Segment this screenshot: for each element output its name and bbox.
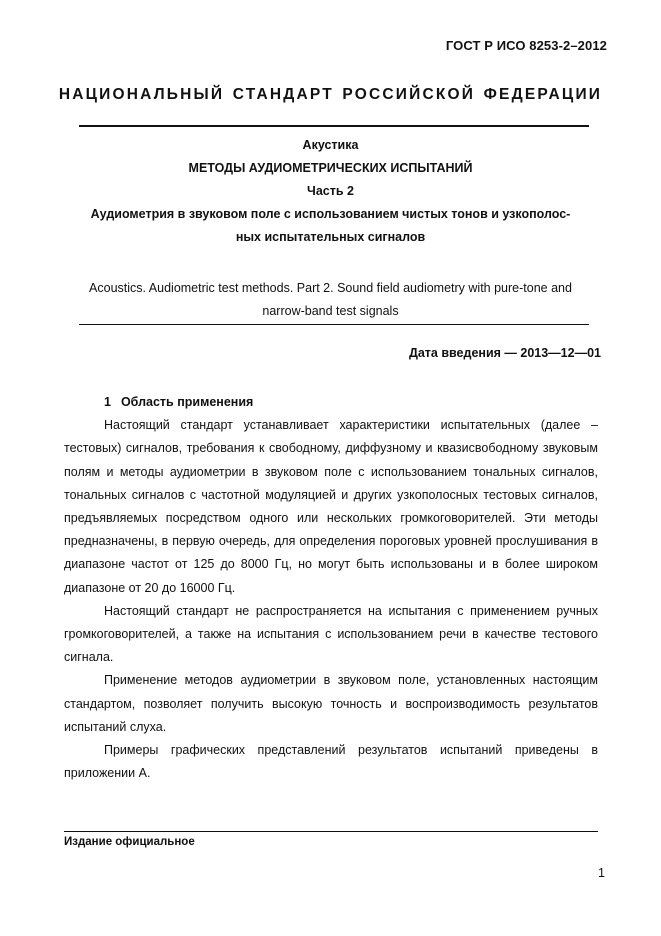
title-subtitle-line-1: Аудиометрия в звуковом поле с использованием чистых тонов и узкополос- [90, 207, 571, 221]
section-heading [64, 391, 598, 414]
header-divider [79, 125, 589, 127]
paragraph-1: Настоящий стандарт устанавливает характеристики испытательных (далее – тестовых) сигналов, требования к свободному, диффузному и квазисвободному звуковым полям и методы аудиометрии в звуковом поле с использованием тональных сигналов, тональных сигналов с частотной модуляцией и других узкополосных тестовых сигналов, предъявляемых посредством одного или нескольких громкоговорителей. Эти методы предназначены, в первую очередь, для определения пороговых уровней прослушивания в диапазоне частот от 125 до 8000 Гц, но могут быть использованы и в более широком диапазоне от 20 до 16000 Гц. [64, 418, 598, 595]
title-part: Часть 2 [307, 184, 354, 198]
section-title: Область применения [120, 395, 254, 409]
national-standard-title: НАЦИОНАЛЬНЫЙ СТАНДАРТ РОССИЙСКОЙ ФЕДЕРАЦИИ [58, 86, 603, 103]
english-title-line-2: narrow-band test signals [262, 304, 399, 318]
section-scope [64, 391, 598, 785]
title-main: МЕТОДЫ АУДИОМЕТРИЧЕСКИХ ИСПЫТАНИЙ [188, 161, 473, 175]
paragraph-2: Настоящий стандарт не распространяется на испытания с применением ручных громкоговорителей, а также на испытания с использованием речи в качестве тестового сигнала. [64, 603, 598, 665]
title-divider [79, 324, 589, 325]
title-subtitle-line-2: ных испытательных сигналов [235, 230, 426, 244]
footer-divider [64, 831, 598, 832]
paragraph-3: Применение методов аудиометрии в звуковом поле, установленных настоящим стандартом, позволяет получить высокую точность и воспроизводимость результатов испытаний слуха. [64, 673, 598, 734]
standard-title-block [60, 134, 601, 249]
page-number: 1 [598, 866, 605, 880]
title-topic: Акустика [302, 138, 359, 152]
english-title-line-1: Acoustics. Audiometric test methods. Part 2. Sound field audiometry with pure-tone and [89, 281, 572, 295]
official-edition-label: Издание официальное [64, 836, 195, 848]
paragraph-4: Примеры графических представлений результатов испытаний приведены в приложении А. [64, 743, 598, 781]
english-title-block [60, 277, 601, 323]
standard-code: ГОСТ Р ИСО 8253-2–2012 [445, 38, 607, 53]
introduction-date: Дата введения — 2013—12—01 [408, 346, 601, 360]
section-number: 1 [104, 395, 111, 409]
